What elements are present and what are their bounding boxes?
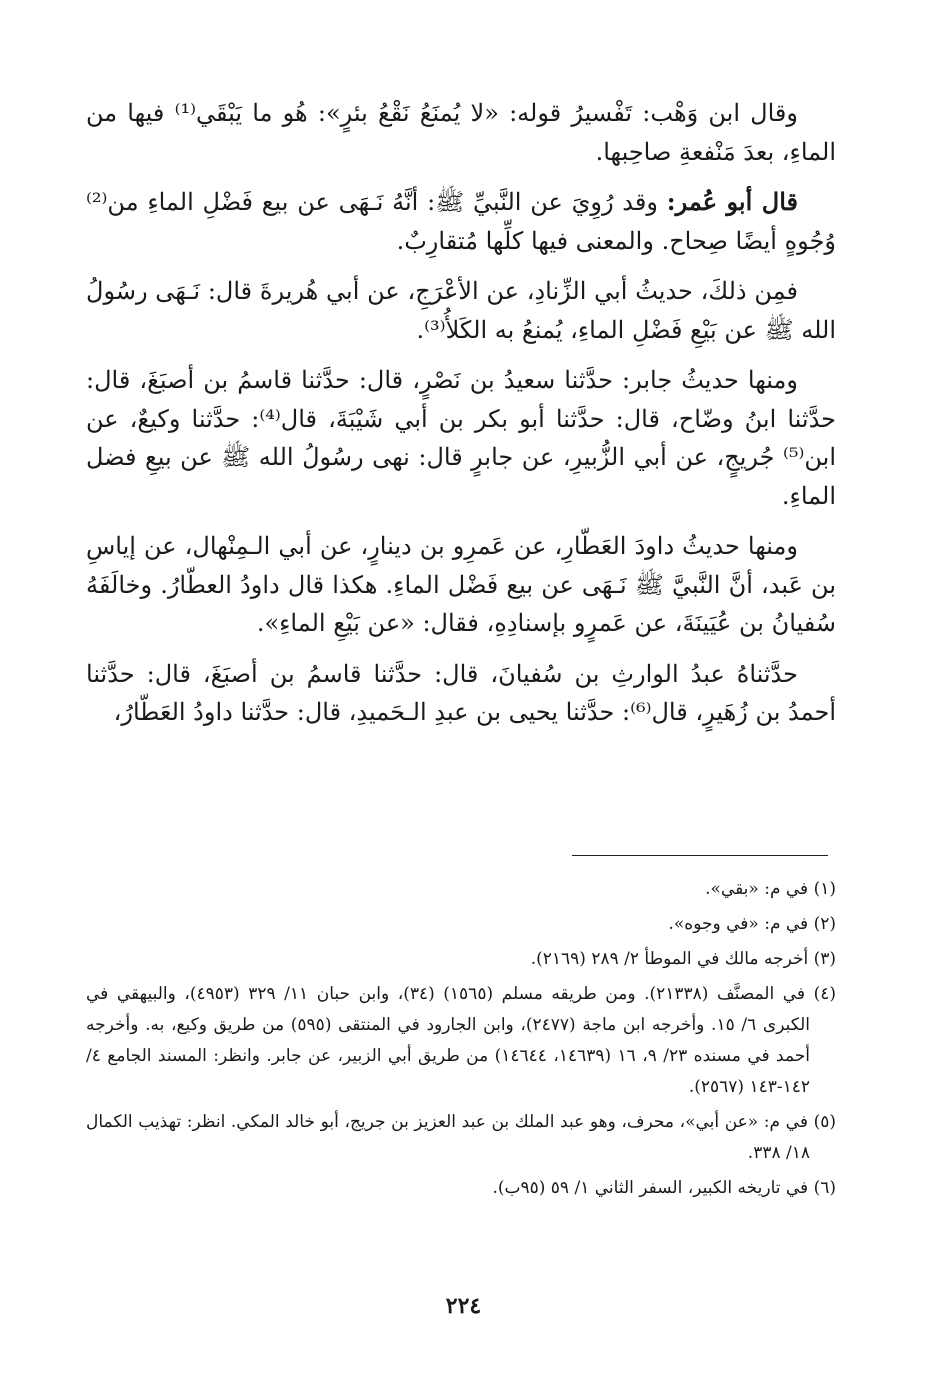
paragraph-5 xyxy=(86,527,836,643)
paragraph-text: حدَّثناهُ عبدُ الوارثِ بن سُفيانَ، قال: حدَّثنا قاسمُ بن أصبَغَ، قال: حدَّثنا أحمدُ بن زُهَيرٍ، قال⁽⁶⁾: حدَّثنا يحيى بن عبدِ الـحَميدِ، قال: حدَّثنا داودُ العَطّارُ، xyxy=(86,659,836,726)
main-text xyxy=(86,94,836,744)
paragraph-text: وقد رُوِيَ عن النَّبيِّ ﷺ: أنَّهُ نَـهَى عن بيع فَضْلِ الماءِ من⁽²⁾ وُجُوهٍ أيضًا صِحاح. والمعنى فيها كلِّها مُتقارِبٌ. xyxy=(86,188,836,255)
paragraph-4 xyxy=(86,361,836,515)
footnote-2: (٢) في م: «في وجوه». xyxy=(668,914,836,934)
paragraph-text: وقال ابن وَهْب: تَفْسيرُ قوله: «لا يُمنَعُ نَقْعُ بئرٍ»: هُو ما يَبْقَي⁽¹⁾ فيها من الماءِ، بعدَ مَنْفعةِ صاحِبها. xyxy=(86,99,836,166)
paragraph-3 xyxy=(86,272,836,349)
footnote-3: (٣) أخرجه مالك في الموطأ ٢/ ٢٨٩ (٢١٦٩). xyxy=(530,949,836,969)
footnote-6: (٦) في تاريخه الكبير، السفر الثاني ١/ ٥٩ (٩٥ب). xyxy=(492,1178,836,1198)
paragraph-1 xyxy=(86,94,836,171)
page-number: ٢٢٤ xyxy=(445,1293,482,1319)
paragraph-2 xyxy=(86,183,836,260)
footnote-divider xyxy=(572,855,828,856)
footnotes xyxy=(86,874,836,1208)
footnote-4: (٤) في المصنَّف (٢١٣٣٨). ومن طريقه مسلم (١٥٦٥) (٣٤)، وابن حبان ١١/ ٣٢٩ (٤٩٥٣)، والبيهقي في الكبرى ٦/ ١٥. وأخرجه ابن ماجة (٢٤٧٧)، وابن الجارود في المنتقى (٥٩٥) من طريق وكيع، به. وأخرجه أحمد في مسنده ٢٣/ ٩، ١٦ (١٤٦٣٩، ١٤٦٤٤) من طريق أبي الزبير، عن جابر. وانظر: المسند الجامع ٤/ ١٤٢-١٤٣ (٢٥٦٧). xyxy=(86,984,836,1097)
paragraph-text: ومنها حديثُ داودَ العَطّارِ، عن عَمرِو بن دينارٍ، عن أبي الـمِنْهال، عن إياسِ بن عَبد، أنَّ النَّبيَّ ﷺ نَـهَى عن بيع فَضْل الماءِ. هكذا قال داودُ العطّارُ. وخالَفَهُ سُفيانُ بن عُيَينَةَ، عن عَمرٍو بإسنادِهِ، فقال: «عن بَيْعِ الماءِ». xyxy=(86,532,836,637)
paragraph-6 xyxy=(86,655,836,732)
speaker-label: قال أبو عُمر: xyxy=(666,187,798,216)
paragraph-text: فمِن ذلكَ، حديثُ أبي الزِّنادِ، عن الأعْرَجِ، عن أبي هُريرةَ قال: نَـهَى رسُولُ الله ﷺ عن بَيْعِ فَضْلِ الماءِ، يُمنعُ به الكَلأُ⁽³⁾. xyxy=(86,277,836,344)
footnote-5: (٥) في م: «عن أبي»، محرف، وهو عبد الملك بن عبد العزيز بن جريج، أبو خالد المكي. انظر: تهذيب الكمال ١٨/ ٣٣٨. xyxy=(86,1112,836,1163)
paragraph-text: ومنها حديثُ جابر: حدَّثنا سعيدُ بن نَصْرٍ، قال: حدَّثنا قاسمُ بن أصبَغَ، قال: حدَّثنا ابنُ وضّاح، قال: حدَّثنا أبو بكر بن أبي شَيْبَةَ، قال⁽⁴⁾: حدَّثنا وكيعٌ، عن ابن⁽⁵⁾ جُريجٍ، عن أبي الزُّبيرِ، عن جابرٍ قال: نهى رسُولُ الله ﷺ عن بيعِ فضل الماءِ. xyxy=(86,366,837,510)
footnote-1: (١) في م: «بقي». xyxy=(705,879,836,899)
